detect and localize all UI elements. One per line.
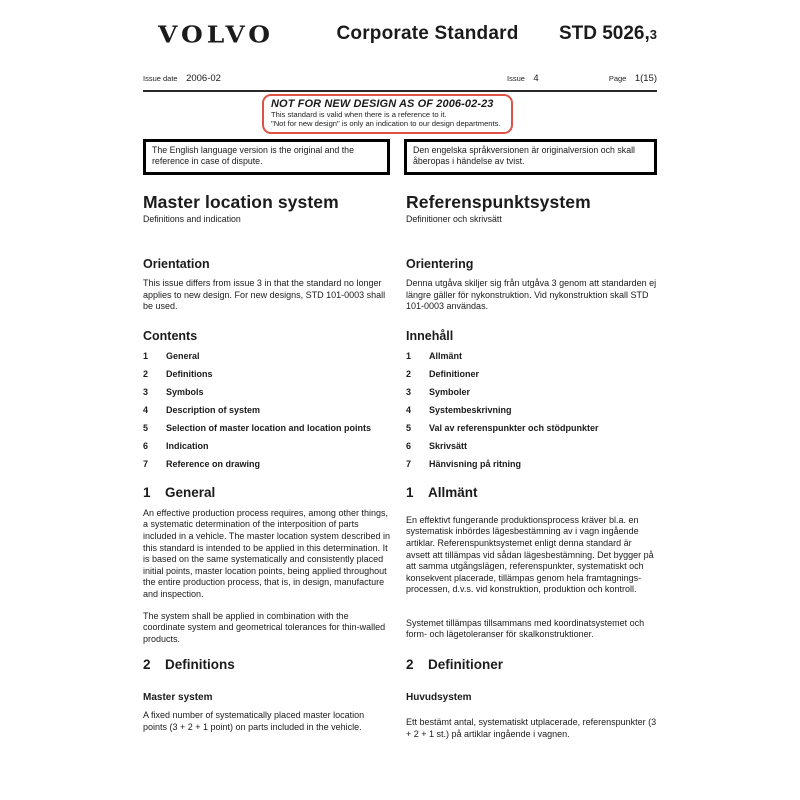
section2-paragraph-row bbox=[143, 710, 657, 740]
orientation-block-en bbox=[143, 257, 390, 313]
section1-para1-sv: En effektivt fungerande produktionsprocess kräver bl.a. en systematisk inbördes lägesbestämning av i vagn ingående artiklar. Referenspunktsystemet enligt denna standard är avsett att tillämpas vid sådan lägesbestämning. Det bygger på att samma utgångslägen, referenspunkter, systematiskt och konsekvent placerade, tillämpas genom hela framtagningsprocessen, d.v.s. vid konstruktion, produktion och kontroll. bbox=[406, 514, 654, 595]
document-title-sv: Referenspunktsystem bbox=[406, 192, 591, 212]
header-rule bbox=[143, 90, 657, 92]
toc-label: Description of system bbox=[166, 404, 261, 415]
document-header bbox=[143, 14, 657, 54]
orientation-text-en: This issue differs from issue 3 in that the standard no longer applies to new design. For new designs, STD 101-0003 shall be used. bbox=[143, 278, 386, 312]
section-number: 2 bbox=[143, 657, 151, 673]
toc-row-3 bbox=[143, 386, 657, 404]
section2-heading-sv bbox=[406, 657, 657, 672]
section-title: Allmänt bbox=[428, 484, 478, 500]
toc-row-5 bbox=[143, 422, 657, 440]
issue-date-label: Issue date bbox=[143, 74, 178, 83]
notice-title: NOT FOR NEW DESIGN AS OF 2006-02-23 bbox=[271, 98, 494, 110]
section-title: General bbox=[165, 484, 216, 500]
toc-num: 2 bbox=[406, 368, 412, 379]
toc-item bbox=[406, 350, 657, 362]
contents-heading-en: Contents bbox=[143, 328, 198, 343]
toc-label: Symboler bbox=[429, 386, 471, 397]
section1-para1-en: An effective production process requires, among other things, a systematic determination of the interposition of parts included in a vehicle. The master location system described in this standard is intended to be applied in this determination. It is based on the same systematically and consistently placed initial points, master location points, being applied throughout the entire production process, that is, in design, manufacture and inspection. bbox=[143, 507, 390, 599]
toc-label: Definitioner bbox=[429, 368, 480, 379]
toc-label: Definitions bbox=[166, 368, 213, 379]
document-subtitle-sv: Definitioner och skrivsätt bbox=[406, 214, 502, 224]
toc-num: 4 bbox=[143, 404, 149, 415]
contents-heading-sv: Innehåll bbox=[406, 328, 454, 343]
notice-line-2: "Not for new design" is only an indication to our design departments. bbox=[271, 119, 501, 128]
section2-subheading-row bbox=[143, 680, 657, 710]
standard-number-part: 3 bbox=[649, 27, 657, 42]
toc-label: Indication bbox=[166, 440, 209, 451]
toc-num: 5 bbox=[143, 422, 149, 433]
contents-heading-row bbox=[143, 329, 657, 350]
toc-item bbox=[143, 386, 390, 398]
toc-item bbox=[143, 422, 390, 434]
section1-heading-row bbox=[143, 485, 657, 500]
section1-para2-en: The system shall be applied in combination with the coordinate system and geometrical tolerances for thin-walled products. bbox=[143, 610, 386, 644]
not-for-new-design-notice bbox=[262, 94, 513, 134]
toc-row-1 bbox=[143, 350, 657, 368]
section-number: 2 bbox=[406, 657, 414, 673]
issue-number-group bbox=[507, 68, 579, 86]
toc-row-7 bbox=[143, 458, 657, 476]
language-box-swedish: Den engelska språkversionen är originalversion och skall åberopas i händelse av tvist. bbox=[404, 139, 657, 175]
toc-label: Skrivsätt bbox=[429, 440, 468, 451]
title-row bbox=[143, 192, 657, 224]
toc-num: 6 bbox=[143, 440, 149, 451]
contents-heading-block-en bbox=[143, 329, 390, 350]
section1-paragraph1-row bbox=[143, 508, 657, 601]
toc-item bbox=[143, 350, 390, 362]
toc-num: 7 bbox=[143, 458, 149, 469]
issue-info-row bbox=[143, 68, 657, 90]
issue-label: Issue bbox=[507, 74, 525, 83]
toc-label: Allmänt bbox=[429, 350, 463, 361]
language-box-english: The English language version is the original and the reference in case of dispute. bbox=[143, 139, 390, 175]
section2-body-sv: Ett bestämt antal, systematiskt utplacerade, referenspunkter (3 + 2 + 1 st.) på artiklar ingående i vagnen. bbox=[406, 717, 657, 739]
toc-item bbox=[406, 458, 657, 470]
section-number: 1 bbox=[406, 484, 414, 500]
section1-paragraph2-row bbox=[143, 611, 657, 646]
section1-para2-sv: Systemet tillämpas tillsammans med koordinatsystemet och form- och lägetoleranser för skalkonstruktioner. bbox=[406, 617, 645, 640]
issue-date-group bbox=[143, 68, 373, 86]
toc-item bbox=[143, 440, 390, 452]
toc-label: Val av referenspunkter och stödpunkter bbox=[429, 422, 599, 433]
toc-item bbox=[406, 386, 657, 398]
section2-subheading-sv: Huvudsystem bbox=[406, 692, 472, 704]
orientation-heading-en: Orientation bbox=[143, 257, 210, 271]
contents-heading-block-sv bbox=[406, 329, 657, 350]
toc-num: 4 bbox=[406, 404, 412, 415]
toc-label: Systembeskrivning bbox=[429, 404, 512, 415]
page-number-group bbox=[579, 68, 657, 86]
toc-label: Selection of master location and location points bbox=[166, 422, 372, 433]
page-label: Page bbox=[608, 74, 627, 83]
section-title: Definitioner bbox=[428, 657, 504, 673]
orientation-block-sv bbox=[406, 257, 657, 313]
toc-label: General bbox=[166, 350, 200, 361]
section2-heading-row bbox=[143, 657, 657, 672]
section-title: Definitions bbox=[165, 657, 235, 673]
document-type-title: Corporate Standard bbox=[336, 23, 519, 44]
orientation-text-sv: Denna utgåva skiljer sig från utgåva 3 genom att standarden ej längre gäller för nykonstruktion. Vid nykonstruktion skall STD 101-0003 användas. bbox=[406, 278, 657, 312]
section1-heading-sv bbox=[406, 485, 657, 500]
toc-item bbox=[143, 368, 390, 380]
toc-row-2 bbox=[143, 368, 657, 386]
toc-item bbox=[406, 368, 657, 380]
toc-item bbox=[406, 440, 657, 452]
toc-num: 1 bbox=[143, 350, 149, 361]
orientation-heading-sv: Orientering bbox=[406, 257, 474, 271]
page-value: 1(15) bbox=[634, 73, 657, 84]
toc-row-4 bbox=[143, 404, 657, 422]
toc-num: 3 bbox=[406, 386, 412, 397]
volvo-logo: VOLVO bbox=[158, 20, 275, 48]
toc-item bbox=[143, 458, 390, 470]
notice-line-1: This standard is valid when there is a reference to it. bbox=[271, 110, 447, 119]
toc-label: Reference on drawing bbox=[166, 458, 261, 469]
issue-value: 4 bbox=[533, 73, 539, 84]
toc-item bbox=[143, 404, 390, 416]
toc-item bbox=[406, 422, 657, 434]
issue-date-value: 2006-02 bbox=[186, 73, 221, 84]
title-block-sv bbox=[406, 192, 657, 224]
language-disclaimer-row bbox=[143, 139, 657, 175]
toc-num: 1 bbox=[406, 350, 412, 361]
document-title-en: Master location system bbox=[143, 192, 339, 212]
section2-heading-en bbox=[143, 657, 390, 672]
toc-item bbox=[406, 404, 657, 416]
toc-label: Symbols bbox=[166, 386, 204, 397]
section1-heading-en bbox=[143, 485, 390, 500]
section-number: 1 bbox=[143, 484, 151, 500]
title-block-en bbox=[143, 192, 390, 224]
toc-num: 2 bbox=[143, 368, 149, 379]
document-page bbox=[143, 14, 657, 751]
toc-row-6 bbox=[143, 440, 657, 458]
toc-num: 7 bbox=[406, 458, 412, 469]
orientation-row bbox=[143, 257, 657, 313]
standard-number-main: STD 5026, bbox=[558, 23, 650, 44]
toc-num: 6 bbox=[406, 440, 412, 451]
document-subtitle-en: Definitions and indication bbox=[143, 214, 241, 224]
section2-subheading-en: Master system bbox=[143, 692, 213, 704]
section2-body-en: A fixed number of systematically placed master location points (3 + 2 + 1 point) on parts included in the vehicle. bbox=[143, 710, 365, 732]
toc-num: 3 bbox=[143, 386, 149, 397]
standard-number bbox=[537, 23, 657, 45]
toc-label: Hänvisning på ritning bbox=[429, 458, 522, 469]
toc-num: 5 bbox=[406, 422, 412, 433]
